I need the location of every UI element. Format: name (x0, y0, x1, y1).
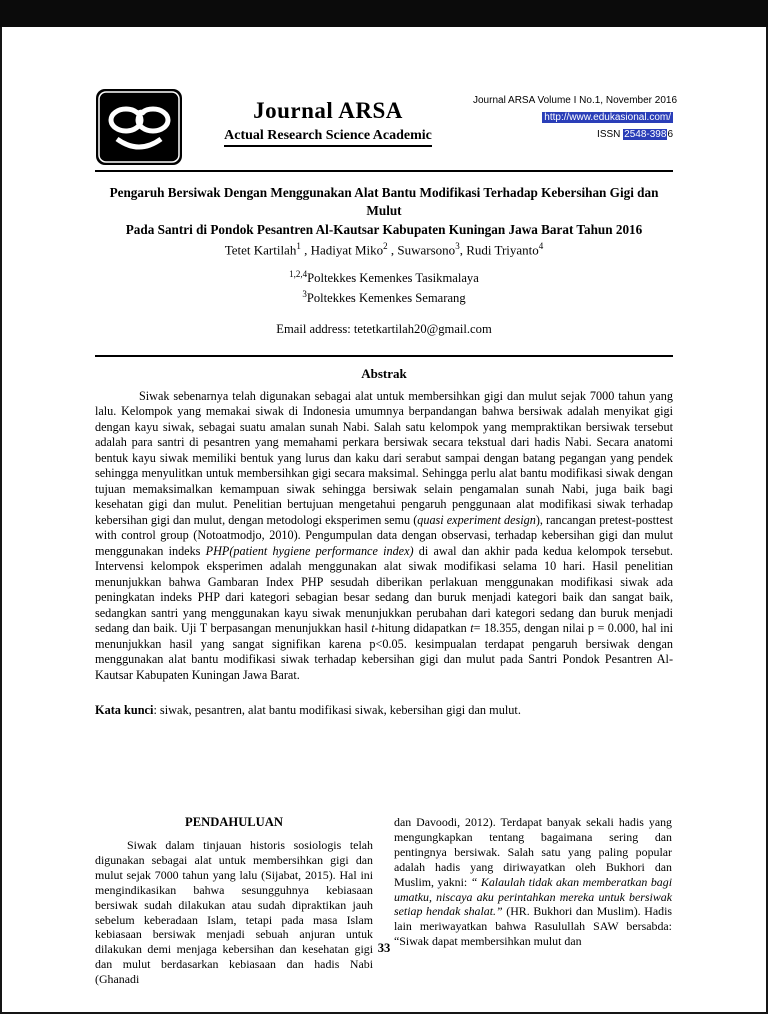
article-title-line1: Pengaruh Bersiwak Dengan Menggunakan Alat Bantu Modifikasi Terhadap Kebersihan Gigi dan Mulut (109, 185, 659, 219)
abstract-section (95, 366, 673, 718)
journal-subtitle: Actual Research Science Academic (224, 128, 432, 147)
article-title-line2: Pada Santri di Pondok Pesantren Al-Kautsar Kabupaten Kuningan Jawa Barat Tahun 2016 (125, 221, 643, 237)
author-affil-marker: 1 (296, 241, 301, 252)
journal-title: Journal ARSA (253, 98, 403, 123)
abstract-paragraph: Siwak sebenarnya telah digunakan sebagai alat untuk membersihkan gigi dan mulut sejak 7000 tahun yang lalu. Kelompok yang memakai siwak di Indonesia umumnya berpandangan bahwa bersiwak adalah menyikat gigi dengan kayu siwak, sebagai suatu amalan sunah Nabi. Salah satu kelompok yang mempraktikan bersiwak tersebut adalah para santri di pesantren yang memahami perkara bersiwak secara tekstual dari hadis Nabi. Secara anatomi bentuk kayu siwak memiliki bentuk yang lurus dan kaku dari serabut sampai dengan batang pegangan yang pendek sehingga menyulitkan untuk membersihkan gigi secara maksimal. Sehingga perlu alat bantu modifikasi siwak dengan tujuan memaksimalkan kemampuan siwak sehingga bersiwak selain pengamalan sunah Nabi, juga baik bagi kesehatan gigi dan mulut. Penelitian bertujuan mengetahui pengaruh penggunaan alat modifikasi siwak terhadap kebersihan gigi dan mulut, dengan metodologi eksperimen semu (quasi experiment design), rancangan pretest-posttest with control group (Notoatmodjo, 2010). Pengumpulan data dengan observasi, terhadap kebersihan gigi dan mulut menggunakan indeks PHP(patient hygiene performance index) di awal dan akhir pada kedua kelompok tersebut. Intervensi kelompok eksperimen adalah menggunakan alat siwak modifikasi selama 10 hari. Hasil penelitian menunjukkan bahwa Gambaran Index PHP sesudah diberikan perlakuan menggunakan modifikasi siwak ada peningkatan indeks PHP dari kategori sebagian besar sedang dan buruk menjadi kategori baik dan sangat baik, sedangkan santri yang menggunakan kayu siwak menunjukkan perubahan dari kategori sedang dan buruk menjadi sedang dan baik. Uji T berpasangan menunjukkan hasil t-hitung didapatkan t= 18.355, dengan nilai p = 0.000, hal ini menunjukkan hasil yang sangat signifikan karena p<0.05. kesimpualan terdapat pengaruh bersiwak dengan menggunakan alat bantu modifikasi siwak terhadap kebersihan gigi dan mulut pada Santri Pondok Pesantren Al-Kautsar Kabupaten Kuningan Jawa Barat. (95, 388, 673, 682)
left-column (95, 815, 373, 987)
right-column (394, 815, 672, 987)
keywords-label: Kata kunci (95, 703, 154, 718)
scan-border-top (0, 0, 768, 27)
intro-paragraph-right: dan Davoodi, 2012). Terdapat banyak sekali hadis yang mengungkapkan tentang bagaimana sering dan pentingnya bersiwak. Salah satu yang paling popular adalah hadis yang diriwayatkan oleh Bukhori dan Muslim, yakni: “ Kalaulah tidak akan memberatkan bagi umatku, niscaya aku perintahkan mereka untuk bersiwak setiap hendak shalat.” (HR. Bukhori dan Muslim). Hadis lain meriwayatkan bahwa Rasulullah SAW bersabda: “Siwak dapat membersihkan mulut dan (394, 815, 672, 949)
author-name: Tetet Kartilah (224, 242, 297, 258)
keywords-text: : siwak, pesantren, alat bantu modifikasi siwak, kebersihan gigi dan mulut. (153, 703, 521, 718)
body-columns (95, 815, 673, 987)
glasses-logo-icon (95, 88, 183, 166)
section-divider-rule (95, 355, 673, 357)
affiliation-line: $^{1,2,4}$Poltekkes Kemenkes Tasikmalaya (289, 268, 479, 285)
email-address-line: Email address: tetetkartilah20@gmail.com (276, 321, 492, 336)
section-heading-pendahuluan: PENDAHULUAN (185, 815, 283, 830)
author-name: Rudi Triyanto (466, 242, 539, 258)
scan-border-bottom (0, 1012, 768, 1014)
journal-issn-line (473, 126, 673, 143)
issn-prefix: ISSN (597, 129, 624, 140)
authors-line: Tetet Kartilah$^1$ , Hadiyat Miko$^2$ , Suwarsono$^3$, Rudi Triyanto$^4$ (224, 241, 544, 258)
author-affil-marker: 3 (455, 241, 460, 252)
page-content (95, 88, 678, 987)
abstract-heading: Abstrak (361, 365, 407, 381)
scan-border-left (0, 27, 2, 1014)
author-name: Suwarsono (397, 242, 456, 258)
page-number: 33 (377, 941, 391, 955)
journal-url-line (473, 109, 673, 126)
journal-url-link[interactable]: http://www.edukasional.com/ (544, 112, 671, 123)
affiliations-block (95, 268, 673, 308)
intro-paragraph-left: Siwak dalam tinjauan historis sosiologis telah digunakan sebagai alat untuk membersihkan gigi dan mulut sejak 7000 tahun yang lalu (Sijabat, 2015). Hal ini mengindikasikan bahwa sesungguhnya kebiasaan bersiwak sudah dilakukan atau sudah dipraktikan jauh sebelum keberadaan Islam, tetapi pada masa Islam kebiasaan bersiwak menjadi sebuah anjuran untuk dilakukan demi menjaga kebersihan dan kesehatan gigi dan mulut berdasarkan kebiasaan dan hadis Nabi (Ghanadi (95, 838, 373, 987)
journal-volume-line: Journal ARSA Volume I No.1, November 2016 (473, 95, 678, 106)
journal-header (95, 88, 678, 172)
issn-suffix: 6 (667, 129, 673, 140)
author-affil-marker: 4 (538, 241, 544, 252)
journal-arsa-logo (95, 88, 183, 166)
author-name: Hadiyat Miko (310, 242, 384, 258)
author-affil-marker: 2 (383, 241, 388, 252)
issn-highlighted: 2548-398 (624, 129, 667, 140)
article-title (95, 184, 673, 239)
affiliation-line: $^3$Poltekkes Kemenkes Semarang (302, 288, 466, 306)
journal-meta (473, 88, 678, 143)
journal-title-block (183, 88, 473, 147)
keywords-line (95, 703, 673, 718)
